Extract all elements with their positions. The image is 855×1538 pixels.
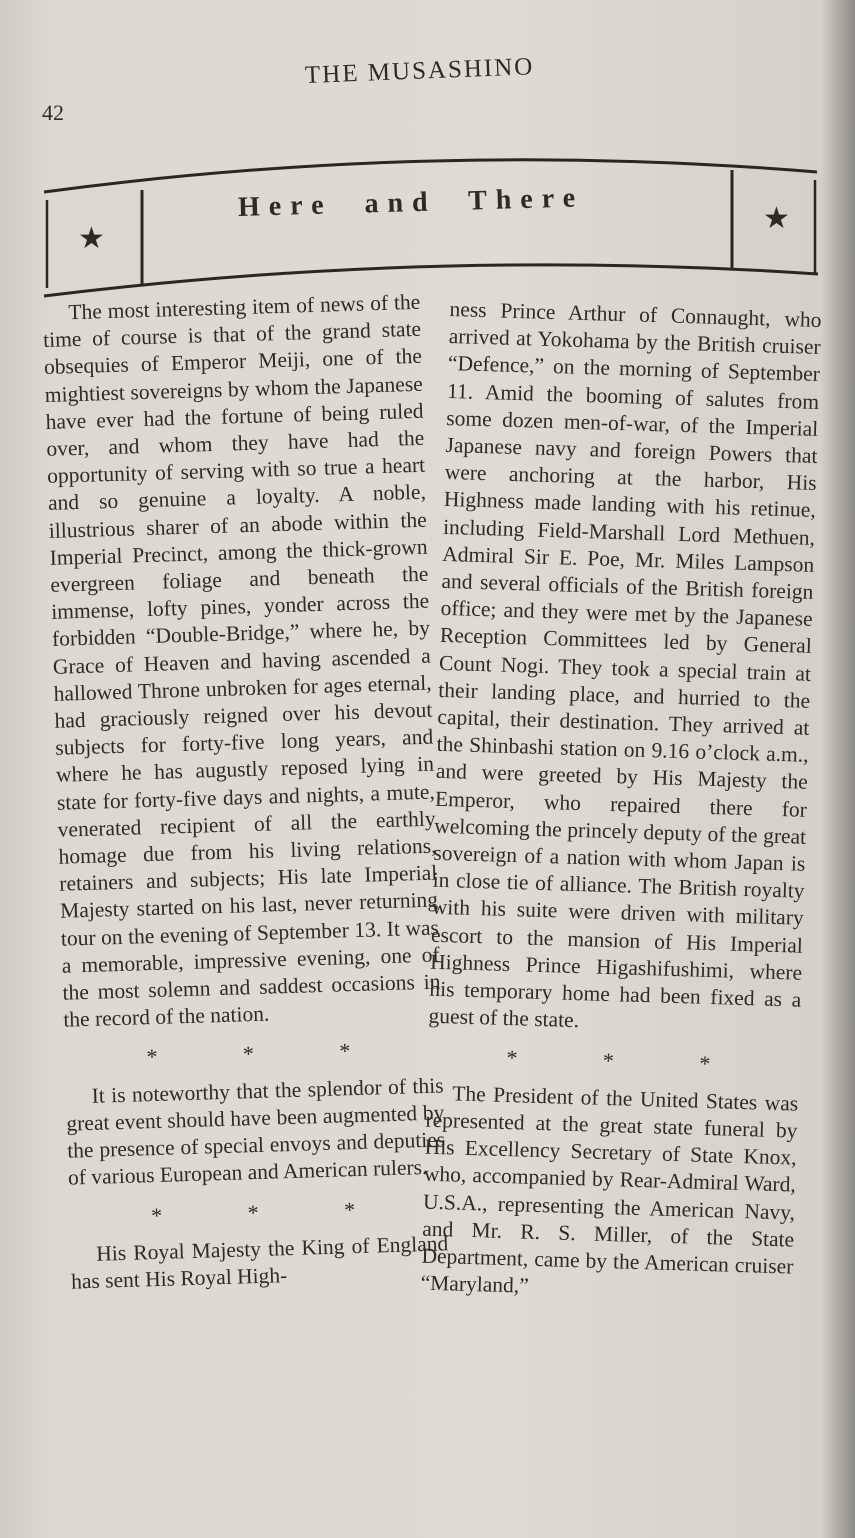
star-icon: ★	[763, 201, 790, 236]
section-separator: * * *	[146, 1037, 391, 1070]
paragraph: It is noteworthy that the splendor of this great event should have been augmented by the presence of special envoys and deputies of various European and American rulers.	[66, 1073, 446, 1190]
section-separator: * * *	[506, 1045, 751, 1078]
banner-frame	[42, 150, 822, 300]
running-head: THE MUSASHINO	[304, 53, 535, 89]
right-column	[420, 296, 822, 1308]
paragraph: ness Prince Arthur of Connaught, who arrived at Yokohama by the British cruiser “Defence,” on the morning of September 11. Amid the booming of salutes from some dozen men-of-war, of the Imperial Japanese navy and foreign Powers that were anchoring at the harbor, His Highness made landing with his retinue, including Field-Marshall Lord Methuen, Admiral Sir E. Poe, Mr. Miles Lampson and several officials of the British foreign office; and they were met by the Japanese Reception Committees led by General Count Nogi. They took a special train at their landing place, and hurried to the capital, their destination. They arrived at the Shinbashi station on 9.16 o’clock a.m., and were greeted by His Majesty the Emperor, who repaired there for welcoming the princely deputy of the great sovereign of a nation with whom Japan is in close tie of alliance. The British royalty with his suite were driven with military escort to the mansion of His Imperial Highness Prince Higashifushimi, where his temporary home had been fixed as a guest of the state.	[428, 296, 822, 1033]
section-separator: * * *	[150, 1195, 396, 1228]
left-column	[42, 289, 449, 1296]
star-icon: ★	[78, 221, 105, 256]
section-title: Here and There	[237, 182, 585, 223]
section-banner	[42, 150, 822, 300]
paragraph: The most interesting item of news of the time of course is that of the grand state obsequies of Emperor Meiji, one of the mightiest sovereigns by whom the Japanese have ever had the fortune of being ruled over, and whom they have had the opportunity of serving with so true a heart and so genuine a loyalty. A noble, illustrious sharer of an abode within the Imperial Precinct, among the thick-grown evergreen foliage and beneath the immense, lofty pines, yonder across the forbidden “Double-Bridge,” where he, by Grace of Heaven and having ascended a hallowed Throne unbroken for ages eternal, had graciously reigned over his devout subjects for forty-five long years, and where he has augustly reposed lying in state for forty-five days and nights, a mute, venerated recipient of all the earthly homage due from his living relations, retainers and subjects; His late Imperial Majesty started on his last, never returning tour on the evening of September 13. It was a memorable, impressive evening, one of the most solemn and saddest occasions in the record of the nation.	[42, 289, 441, 1032]
page-number: 42	[42, 100, 64, 125]
paragraph: His Royal Majesty the King of England has sent His Royal High-	[70, 1231, 449, 1294]
paragraph: The President of the United States was represented at the great state funeral by His Excellency Secretary of State Knox, who, accompanied by Rear-Admiral Ward, U.S.A., representing the American Navy, and Mr. R. S. Miller, of the State Department, came by the American cruiser “Maryland,”	[420, 1081, 799, 1298]
